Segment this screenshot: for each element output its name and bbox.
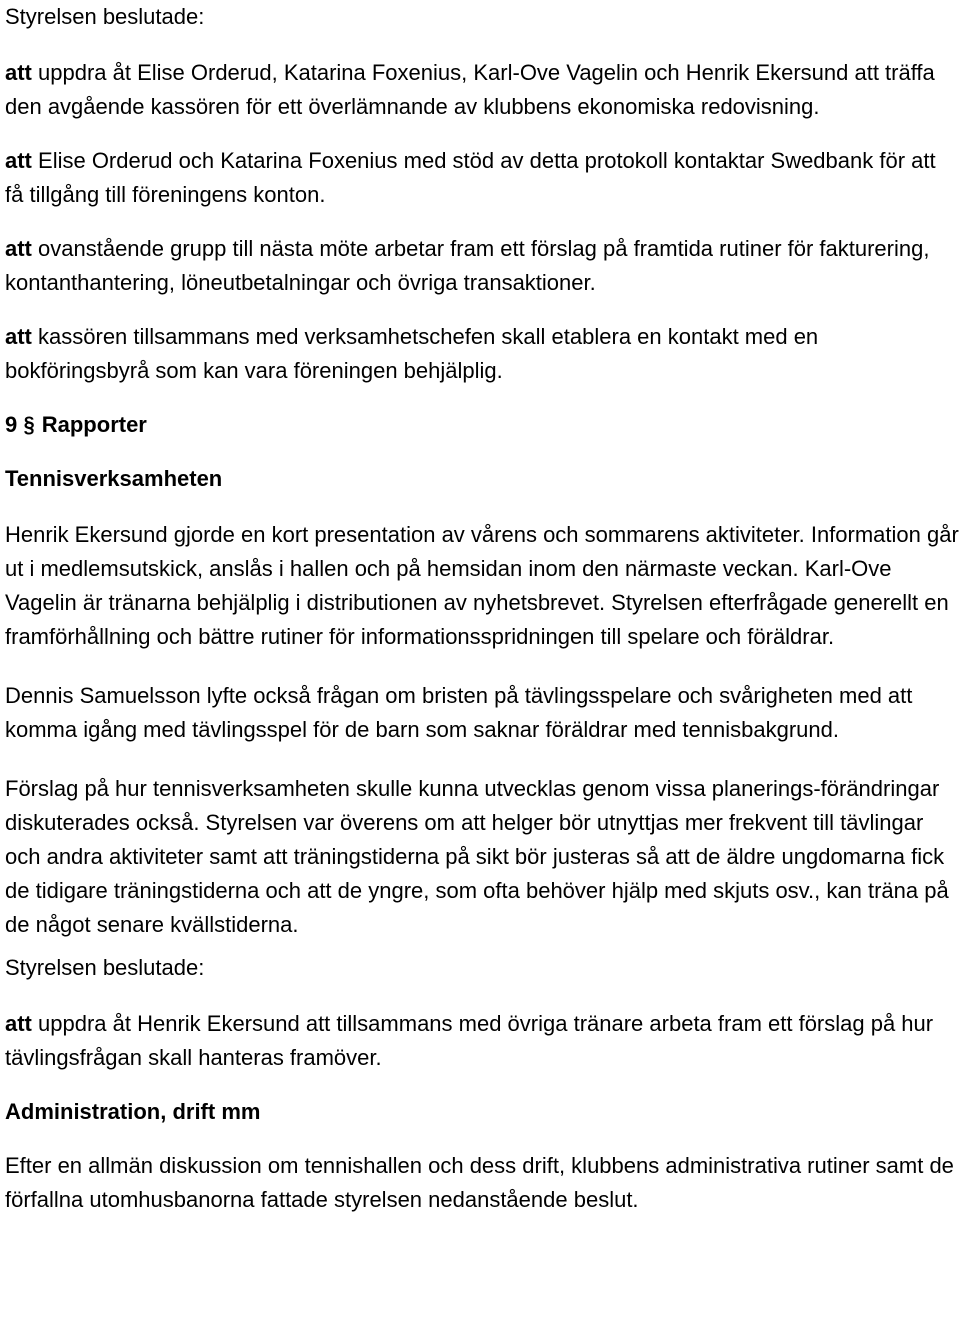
document-page bbox=[5, 0, 960, 1217]
beslut-heading: Styrelsen beslutade: bbox=[5, 4, 205, 29]
subsection-heading-tennis: Tennisverksamheten bbox=[5, 466, 223, 491]
decision-text: uppdra åt Henrik Ekersund att tillsammans med övriga tränare arbeta fram ett förslag på hur tävlingsfrågan skall hanteras framöver. bbox=[5, 1011, 934, 1070]
section-number: 9 bbox=[5, 412, 18, 437]
section-symbol: § bbox=[23, 412, 36, 437]
decision-paragraph bbox=[5, 1007, 960, 1075]
decision-paragraph bbox=[5, 144, 960, 212]
decision-text: Elise Orderud och Katarina Foxenius med stöd av detta protokoll kontaktar Swedbank för att få tillgång till föreningens konton. bbox=[5, 148, 936, 207]
section-heading bbox=[5, 408, 960, 442]
att-keyword: att bbox=[5, 324, 32, 349]
body-paragraph: Efter en allmän diskussion om tennishallen och dess drift, klubbens administrativa rutiner samt de förfallna utomhusbanorna fattade styrelsen nedanstående beslut. bbox=[5, 1153, 954, 1212]
section-title: Rapporter bbox=[41, 412, 147, 437]
att-keyword: att bbox=[5, 236, 32, 261]
att-keyword: att bbox=[5, 148, 32, 173]
decision-paragraph bbox=[5, 232, 960, 300]
decision-text: kassören tillsammans med verksamhetschefen skall etablera en kontakt med en bokföringsbyrå som kan vara föreningen behjälplig. bbox=[5, 324, 819, 383]
decision-text: uppdra åt Elise Orderud, Katarina Foxenius, Karl-Ove Vagelin och Henrik Ekersund att träffa den avgående kassören för ett överlämnande av klubbens ekonomiska redovisning. bbox=[5, 60, 935, 119]
subsection-heading-admin: Administration, drift mm bbox=[5, 1099, 261, 1124]
beslut-heading: Styrelsen beslutade: bbox=[5, 955, 205, 980]
decision-text: ovanstående grupp till nästa möte arbetar fram ett förslag på framtida rutiner för fakturering, kontanthantering, löneutbetalningar och övriga transaktioner. bbox=[5, 236, 930, 295]
decision-paragraph bbox=[5, 56, 960, 124]
body-paragraph: Dennis Samuelsson lyfte också frågan om bristen på tävlingsspelare och svårigheten med att komma igång med tävlingsspel för de barn som saknar föräldrar med tennisbakgrund. bbox=[5, 683, 913, 742]
att-keyword: att bbox=[5, 1011, 32, 1036]
decision-paragraph bbox=[5, 320, 960, 388]
body-paragraph: Henrik Ekersund gjorde en kort presentation av vårens och sommarens aktiviteter. Information går ut i medlemsutskick, anslås i hallen och på hemsidan inom den närmaste veckan. Karl-Ove Vagelin är tränarna behjälplig i distributionen av nyhetsbrevet. Styrelsen efterfrågade generellt en framförhållning och bättre rutiner för informationsspridningen till spelare och föräldrar. bbox=[5, 522, 959, 649]
att-keyword: att bbox=[5, 60, 32, 85]
body-paragraph: Förslag på hur tennisverksamheten skulle kunna utvecklas genom vissa planerings-förändringar diskuterades också. Styrelsen var överens om att helger bör utnyttjas mer frekvent till tävlingar och andra aktiviteter samt att träningstiderna på sikt bör justeras så att de äldre ungdomarna fick de tidigare träningstiderna och att de yngre, som ofta behöver hjälp med skjuts osv., kan träna på de något senare kvällstiderna. bbox=[5, 776, 949, 937]
